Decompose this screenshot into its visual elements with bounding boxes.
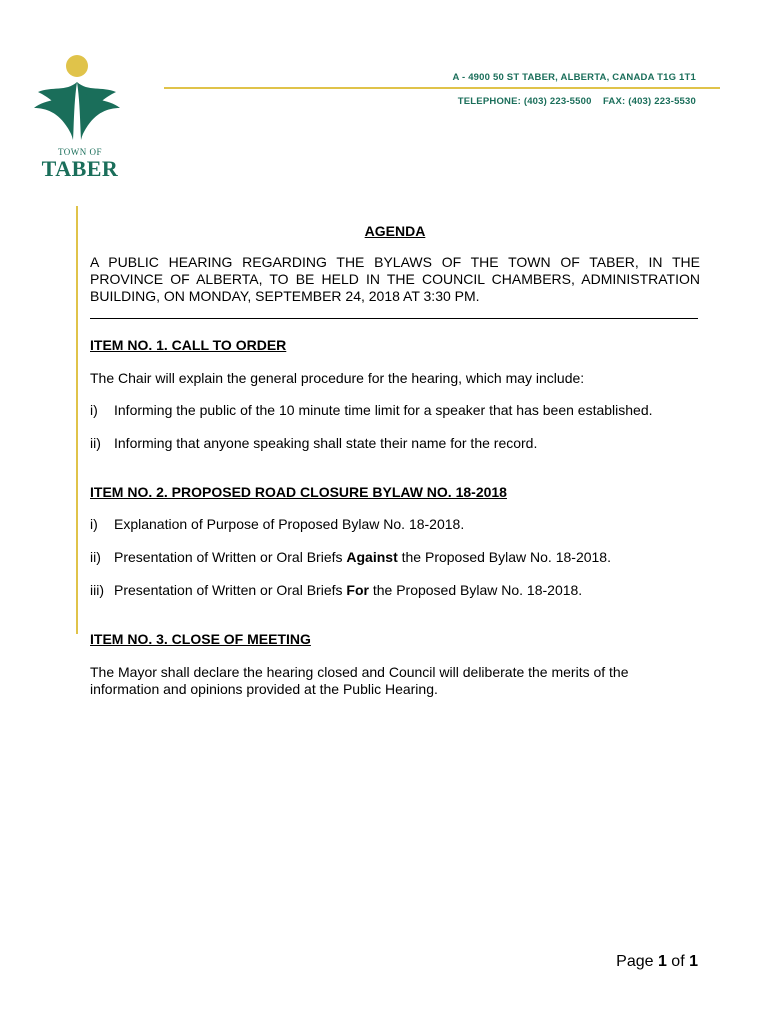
point-text-pre: Presentation of Written or Oral Briefs: [114, 549, 347, 565]
item1-heading: ITEM NO. 1. CALL TO ORDER: [90, 337, 287, 353]
point-text: [114, 549, 611, 566]
page-number: [616, 953, 698, 971]
page-of: of: [666, 953, 690, 970]
page-total: 1: [689, 953, 698, 970]
point-text: Explanation of Purpose of Proposed Bylaw No. 18-2018.: [114, 516, 465, 532]
item1-text: The Chair will explain the general procedure for the hearing, which may include:: [90, 370, 585, 386]
point-number: ii): [90, 435, 101, 451]
item1-point-2: [90, 435, 700, 452]
hearing-intro: A PUBLIC HEARING REGARDING THE BYLAWS OF THE TOWN OF TABER, IN THE PROVINCE OF ALBERTA, TO BE HELD IN THE COUNCIL CHAMBERS, ADMINISTRATION BUILDING, ON MONDAY, SEPTEMBER 24, 2018 AT 3:30 PM.: [90, 254, 700, 304]
intro-divider: [90, 318, 698, 319]
item3-heading: ITEM NO. 3. CLOSE OF MEETING: [90, 631, 311, 647]
document-title: AGENDA: [364, 223, 426, 239]
item2-heading: ITEM NO. 2. PROPOSED ROAD CLOSURE BYLAW NO. 18-2018: [90, 484, 507, 500]
item2-point-2: [90, 549, 700, 566]
point-text: [114, 582, 582, 599]
point-text-emphasis: For: [346, 582, 369, 598]
logo-town-name: TABER: [41, 156, 119, 181]
side-accent-line: [76, 206, 78, 634]
logo-town-label: TOWN OF: [57, 147, 103, 157]
point-number: ii): [90, 549, 101, 565]
page-label: Page: [616, 953, 658, 970]
point-number: i): [90, 516, 98, 532]
point-text-post: the Proposed Bylaw No. 18-2018.: [368, 582, 583, 598]
item1-point-1: [90, 402, 700, 419]
item2-point-3: [90, 582, 700, 599]
point-text-post: the Proposed Bylaw No. 18-2018.: [397, 549, 611, 565]
header-divider: [164, 87, 720, 89]
item3-text: The Mayor shall declare the hearing closed and Council will deliberate the merits of the information and opinions provided at the Public Hearing.: [90, 664, 629, 697]
point-text: Informing the public of the 10 minute time limit for a speaker that has been established.: [114, 402, 653, 418]
point-text-pre: Presentation of Written or Oral Briefs: [114, 582, 347, 598]
header-phone-fax: TELEPHONE: (403) 223-5500 FAX: (403) 223-5530: [457, 96, 696, 107]
header-address: A - 4900 50 ST TABER, ALBERTA, CANADA T1G 1T1: [452, 72, 696, 83]
point-text: Informing that anyone speaking shall state their name for the record.: [114, 435, 538, 451]
point-number: i): [90, 402, 98, 418]
point-number: iii): [90, 582, 104, 598]
item2-point-1: [90, 516, 700, 533]
point-text-emphasis: Against: [346, 549, 398, 565]
page-current: 1: [657, 953, 667, 970]
